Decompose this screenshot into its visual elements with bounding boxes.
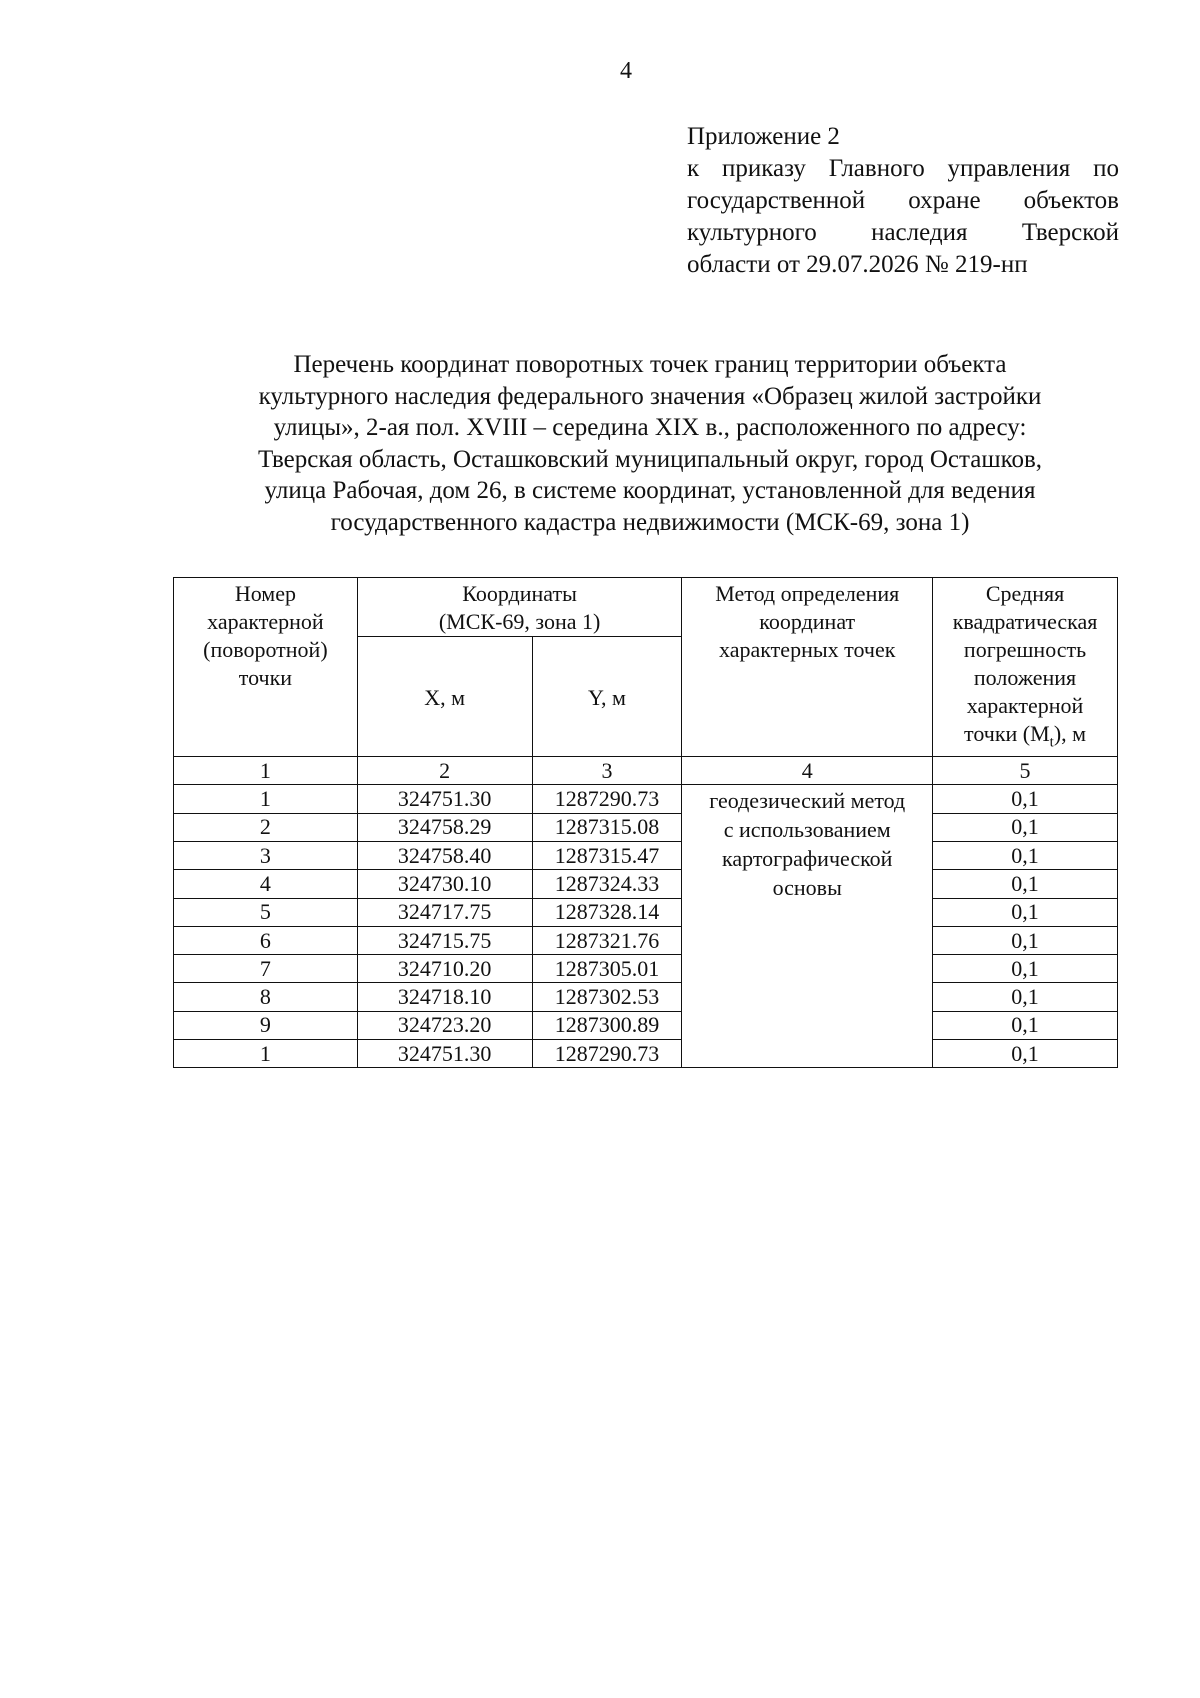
header-line: характерных точек bbox=[719, 637, 896, 662]
error-cell: 0,1 bbox=[933, 926, 1118, 954]
table-row bbox=[174, 785, 1118, 813]
y-cell: 1287328.14 bbox=[532, 898, 682, 926]
method-line: картографической bbox=[721, 846, 893, 872]
x-cell: 324751.30 bbox=[357, 1040, 532, 1068]
y-cell: 1287321.76 bbox=[532, 926, 682, 954]
title-line: улица Рабочая, дом 26, в системе координат, установленной для ведения bbox=[264, 477, 1036, 505]
table-row bbox=[174, 955, 1118, 983]
appendix-block bbox=[687, 121, 1119, 281]
appendix-line: области от 29.07.2026 № 219-нп bbox=[687, 251, 1028, 278]
header-line: (поворотной) bbox=[203, 637, 328, 662]
table-row bbox=[174, 1011, 1118, 1039]
point-number-cell: 2 bbox=[174, 813, 358, 841]
column-number: 1 bbox=[174, 757, 358, 785]
error-cell: 0,1 bbox=[933, 870, 1118, 898]
appendix-line: государственной охране объектов bbox=[687, 187, 1119, 214]
point-number-header bbox=[174, 578, 358, 757]
header-line: Номер bbox=[234, 581, 296, 606]
y-header: Y, м bbox=[532, 637, 682, 757]
title-line: улицы», 2-ая пол. XVIII – середина XIX в., расположенного по адресу: bbox=[273, 414, 1027, 442]
error-cell: 0,1 bbox=[933, 813, 1118, 841]
error-cell: 0,1 bbox=[933, 841, 1118, 869]
title-line: Тверская область, Осташковский муниципальный округ, город Осташков, bbox=[257, 445, 1043, 473]
error-cell: 0,1 bbox=[933, 1011, 1118, 1039]
x-cell: 324710.20 bbox=[357, 955, 532, 983]
method-header bbox=[682, 578, 933, 757]
point-number-cell: 9 bbox=[174, 1011, 358, 1039]
page-number: 4 bbox=[620, 58, 632, 84]
x-cell: 324758.40 bbox=[357, 841, 532, 869]
appendix-line: к приказу Главного управления по bbox=[687, 155, 1119, 182]
header-line: квадратическая bbox=[952, 609, 1098, 634]
header-line: положения bbox=[973, 665, 1077, 690]
x-cell: 324751.30 bbox=[357, 785, 532, 813]
point-number-cell: 7 bbox=[174, 955, 358, 983]
title-line: культурного наследия федерального значения «Образец жилой застройки bbox=[258, 382, 1042, 410]
point-number-cell: 8 bbox=[174, 983, 358, 1011]
x-cell: 324758.29 bbox=[357, 813, 532, 841]
point-number-cell: 5 bbox=[174, 898, 358, 926]
point-number-cell: 6 bbox=[174, 926, 358, 954]
point-number-cell: 1 bbox=[174, 785, 358, 813]
x-cell: 324723.20 bbox=[357, 1011, 532, 1039]
header-line: Координаты bbox=[462, 581, 577, 606]
table-row bbox=[174, 898, 1118, 926]
error-cell: 0,1 bbox=[933, 898, 1118, 926]
column-number: 2 bbox=[357, 757, 532, 785]
y-cell: 1287324.33 bbox=[532, 870, 682, 898]
header-row bbox=[174, 578, 1118, 637]
x-header: X, м bbox=[357, 637, 532, 757]
header-line: погрешность bbox=[963, 637, 1087, 662]
y-cell: 1287302.53 bbox=[532, 983, 682, 1011]
table-row bbox=[174, 1040, 1118, 1068]
y-cell: 1287290.73 bbox=[532, 785, 682, 813]
header-line: Метод определения bbox=[715, 581, 900, 606]
title-line: государственного кадастра недвижимости (МСК-69, зона 1) bbox=[330, 508, 970, 536]
method-line: основы bbox=[772, 875, 842, 901]
method-line: с использованием bbox=[723, 817, 891, 843]
column-number: 3 bbox=[532, 757, 682, 785]
column-number-row bbox=[174, 757, 1118, 785]
point-number-cell: 3 bbox=[174, 841, 358, 869]
header-line: (МСК-69, зона 1) bbox=[438, 609, 601, 634]
table-row bbox=[174, 870, 1118, 898]
table-row bbox=[174, 841, 1118, 869]
y-cell: 1287290.73 bbox=[532, 1040, 682, 1068]
column-number: 5 bbox=[933, 757, 1118, 785]
error-cell: 0,1 bbox=[933, 983, 1118, 1011]
header-line: Средняя bbox=[985, 581, 1065, 606]
coordinates-header bbox=[357, 578, 682, 637]
coordinates-table bbox=[173, 577, 1118, 1068]
column-number: 4 bbox=[682, 757, 933, 785]
y-cell: 1287315.08 bbox=[532, 813, 682, 841]
point-number-cell: 4 bbox=[174, 870, 358, 898]
x-cell: 324715.75 bbox=[357, 926, 532, 954]
table-row bbox=[174, 983, 1118, 1011]
title-line: Перечень координат поворотных точек границ территории объекта bbox=[293, 351, 1007, 378]
method-cell bbox=[682, 785, 933, 1068]
error-cell: 0,1 bbox=[933, 785, 1118, 813]
appendix-title: Приложение 2 bbox=[687, 123, 840, 150]
x-cell: 324730.10 bbox=[357, 870, 532, 898]
x-cell: 324718.10 bbox=[357, 983, 532, 1011]
header-line: характерной bbox=[966, 693, 1084, 718]
table-row bbox=[174, 813, 1118, 841]
header-line: точки bbox=[238, 665, 293, 690]
header-line: точки $(M_t)$, м bbox=[964, 721, 1087, 751]
error-cell: 0,1 bbox=[933, 1040, 1118, 1068]
point-number-cell: 1 bbox=[174, 1040, 358, 1068]
method-line: геодезический метод bbox=[709, 788, 906, 814]
y-cell: 1287300.89 bbox=[532, 1011, 682, 1039]
document-title bbox=[180, 349, 1120, 539]
header-line: характерной bbox=[207, 609, 324, 634]
error-cell: 0,1 bbox=[933, 955, 1118, 983]
error-header bbox=[933, 578, 1118, 757]
x-cell: 324717.75 bbox=[357, 898, 532, 926]
y-cell: 1287315.47 bbox=[532, 841, 682, 869]
table-row bbox=[174, 926, 1118, 954]
header-line: координат bbox=[759, 609, 856, 634]
y-cell: 1287305.01 bbox=[532, 955, 682, 983]
appendix-line: культурного наследия Тверской bbox=[687, 219, 1119, 246]
